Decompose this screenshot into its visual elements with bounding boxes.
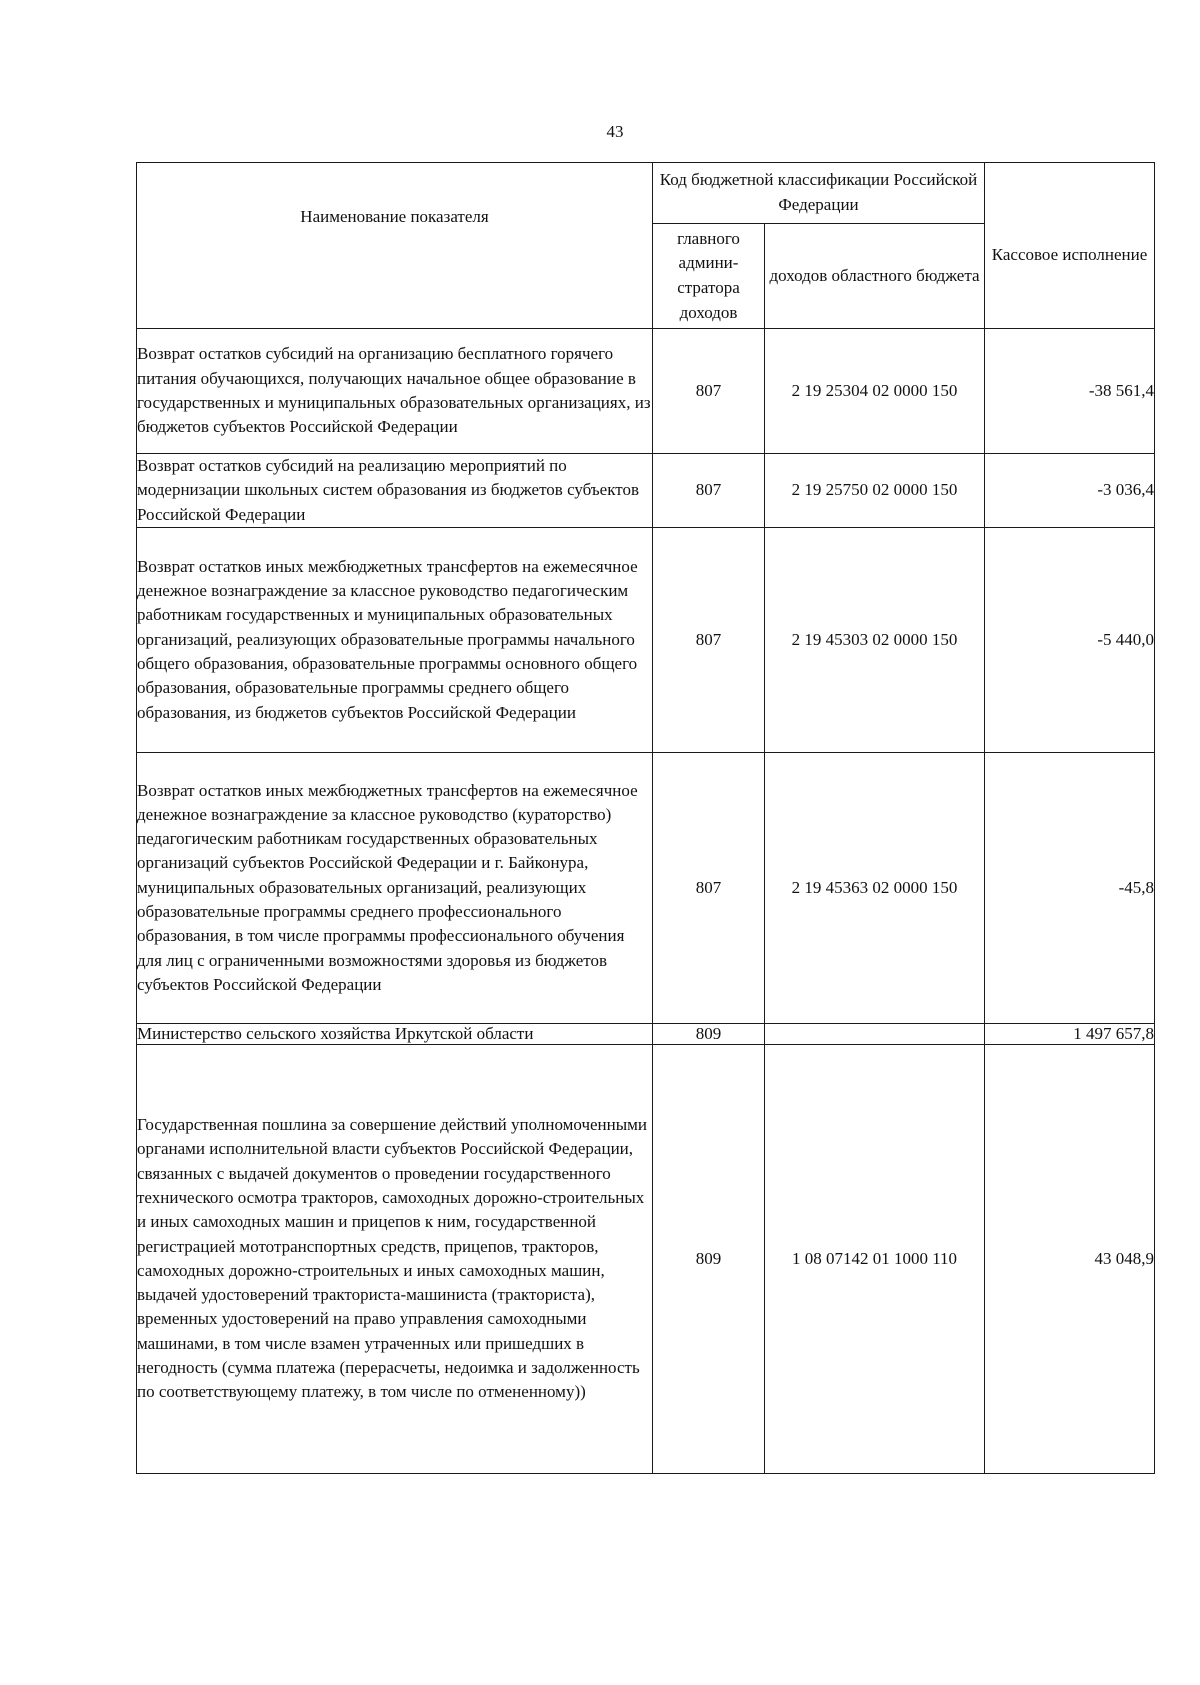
row-cash-execution-amount: -45,8 — [985, 752, 1155, 1023]
row-indicator-name: Возврат остатков иных межбюджетных трансфертов на ежемесячное денежное вознаграждение за классное руководство педагогическим работникам государственных и муниципальных образовательных организаций, реализующих образовательные программы начального общего образования, образовательные программы основного общего образования, образовательные программы среднего общего образования, из бюджетов субъектов Российской Федерации — [137, 527, 653, 752]
row-indicator-name: Государственная пошлина за совершение действий уполномоченными органами исполнительной власти субъектов Российской Федерации, связанных с выдачей документов о проведении государственного технического осмотра тракторов, самоходных дорожно-строительных и иных самоходных машин и прицепов к ним, государственной регистрацией мототранспортных средств, прицепов, тракторов, самоходных дорожно-строительных и иных самоходных машин, выдачей удостоверений тракториста-машиниста (тракториста), временных удостоверений на право управления самоходными машинами, в том числе взамен утраченных или пришедших в негодность (сумма платежа (перерасчеты, недоимка и задолженность по соответствующему платежу, в том числе по отмененному)) — [137, 1044, 653, 1473]
row-classification-code: 1 08 07142 01 1000 110 — [765, 1044, 985, 1473]
row-classification-code: 2 19 25750 02 0000 150 — [765, 454, 985, 528]
table-row-ministry — [137, 1023, 1155, 1044]
table-row — [137, 329, 1155, 454]
row-administrator-code: 807 — [653, 329, 765, 454]
row-indicator-name: Возврат остатков субсидий на реализацию мероприятий по модернизации школьных систем образования из бюджетов субъектов Российской Федерации — [137, 454, 653, 528]
row-cash-execution-amount: 1 497 657,8 — [985, 1023, 1155, 1044]
header-chief-administrator: главного админи- стратора доходов — [653, 224, 765, 329]
header-cash-execution: Кассовое исполнение — [985, 163, 1155, 329]
row-administrator-code: 807 — [653, 752, 765, 1023]
table-body — [137, 329, 1155, 1474]
row-indicator-name: Возврат остатков субсидий на организацию бесплатного горячего питания обучающихся, получающих начальное общее образование в государственных и муниципальных образовательных организациях, из бюджетов субъектов Российской Федерации — [137, 329, 653, 454]
row-indicator-name: Министерство сельского хозяйства Иркутской области — [137, 1023, 653, 1044]
row-administrator-code: 809 — [653, 1044, 765, 1473]
header-regional-budget-revenue-code: доходов областного бюджета — [765, 224, 985, 329]
row-classification-code: 2 19 45363 02 0000 150 — [765, 752, 985, 1023]
row-classification-code: 2 19 45303 02 0000 150 — [765, 527, 985, 752]
row-cash-execution-amount: -3 036,4 — [985, 454, 1155, 528]
table-row — [137, 752, 1155, 1023]
row-indicator-name: Возврат остатков иных межбюджетных трансфертов на ежемесячное денежное вознаграждение за классное руководство (кураторство) педагогическим работникам государственных образовательных организаций субъектов Российской Федерации и г. Байконура, муниципальных образовательных организаций, реализующих образовательные программы среднего профессионального образования, в том числе программы профессионального обучения для лиц с ограниченными возможностями здоровья из бюджетов субъектов Российской Федерации — [137, 752, 653, 1023]
table-header — [137, 163, 1155, 329]
row-classification-code: 2 19 25304 02 0000 150 — [765, 329, 985, 454]
row-administrator-code: 807 — [653, 527, 765, 752]
header-indicator-name: Наименование показателя — [137, 163, 653, 329]
header-budget-classification-code: Код бюджетной классификации Российской Федерации — [653, 163, 985, 224]
page-number: 43 — [606, 122, 624, 141]
budget-revenue-table — [136, 162, 1155, 1474]
row-administrator-code: 809 — [653, 1023, 765, 1044]
row-cash-execution-amount: 43 048,9 — [985, 1044, 1155, 1473]
row-cash-execution-amount: -38 561,4 — [985, 329, 1155, 454]
table-row — [137, 454, 1155, 528]
table-row — [137, 527, 1155, 752]
row-cash-execution-amount: -5 440,0 — [985, 527, 1155, 752]
table-row — [137, 1044, 1155, 1473]
row-administrator-code: 807 — [653, 454, 765, 528]
row-classification-code — [765, 1023, 985, 1044]
